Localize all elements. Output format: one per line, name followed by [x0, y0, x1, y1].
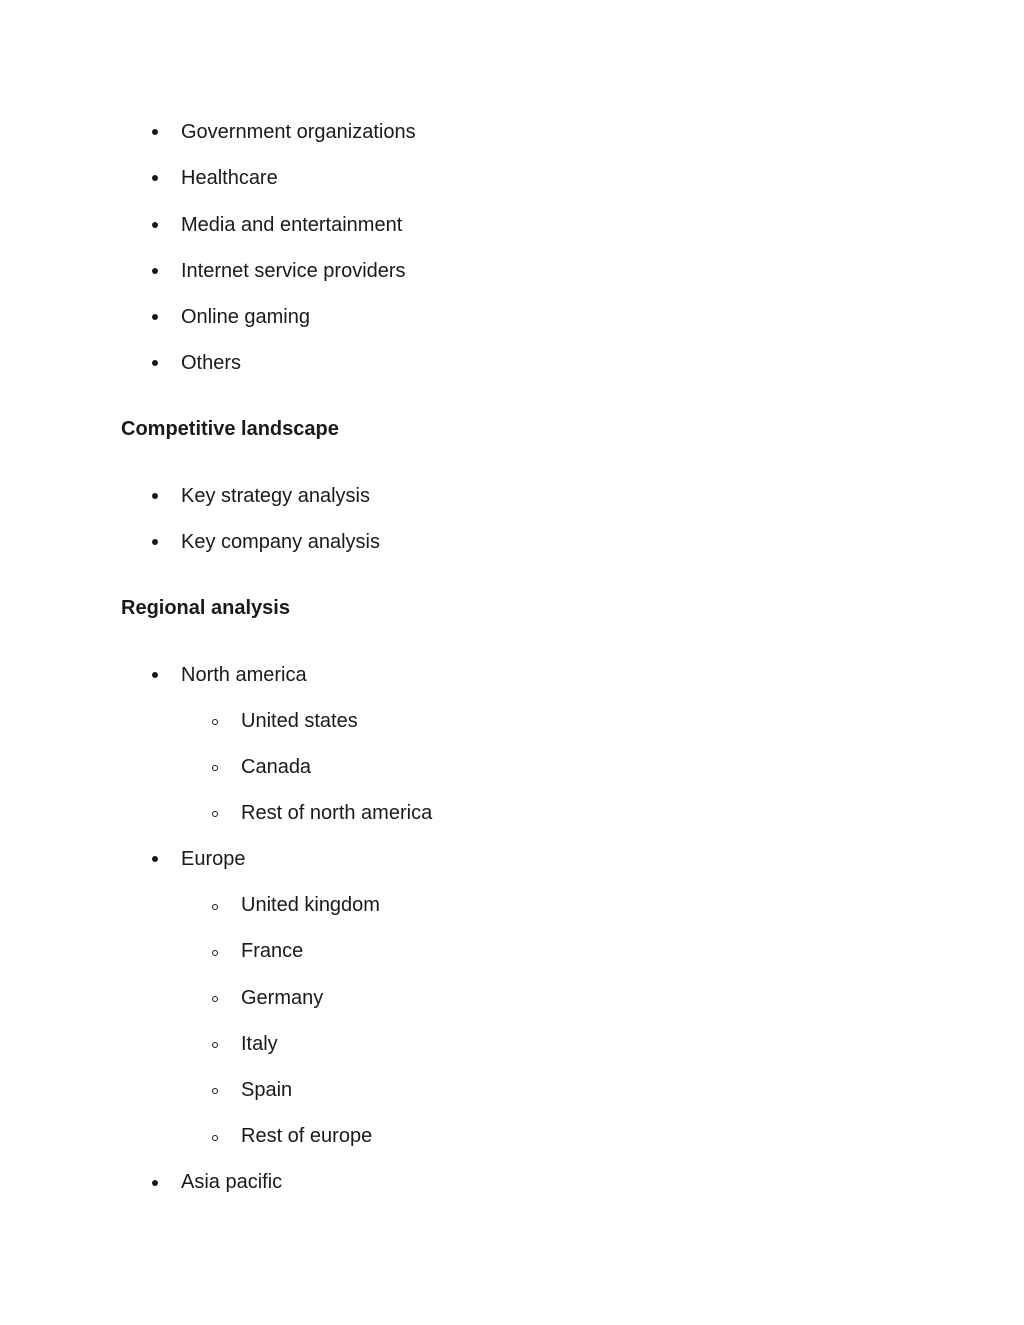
bullet-icon — [152, 856, 158, 862]
circle-bullet-icon — [212, 1088, 218, 1094]
list-item: Key company analysis — [181, 531, 380, 553]
list-item: Online gaming — [181, 306, 310, 328]
circle-bullet-icon — [212, 1042, 218, 1048]
country-item: United states — [241, 710, 358, 732]
list-item: Media and entertainment — [181, 214, 403, 236]
region-item: North america — [181, 664, 307, 686]
list-item: Healthcare — [181, 167, 278, 189]
bullet-icon — [152, 539, 158, 545]
country-item: Rest of europe — [241, 1125, 373, 1147]
circle-bullet-icon — [212, 811, 218, 817]
bullet-icon — [152, 1180, 158, 1186]
country-item: Italy — [241, 1033, 278, 1055]
circle-bullet-icon — [212, 719, 218, 725]
region-item: Europe — [181, 848, 246, 870]
circle-bullet-icon — [212, 950, 218, 956]
bullet-icon — [152, 129, 158, 135]
circle-bullet-icon — [212, 1135, 218, 1141]
country-item: Canada — [241, 756, 312, 778]
bullet-icon — [152, 268, 158, 274]
bullet-icon — [152, 222, 158, 228]
section-heading-competitive: Competitive landscape — [121, 418, 339, 440]
section-heading-regional: Regional analysis — [121, 597, 290, 619]
bullet-icon — [152, 175, 158, 181]
country-item: Rest of north america — [241, 802, 433, 824]
country-item: France — [241, 940, 304, 962]
country-item: Germany — [241, 987, 324, 1009]
bullet-icon — [152, 360, 158, 366]
bullet-icon — [152, 672, 158, 678]
circle-bullet-icon — [212, 904, 218, 910]
list-item: Government organizations — [181, 121, 416, 143]
list-item: Internet service providers — [181, 260, 406, 282]
list-item: Others — [181, 352, 242, 374]
list-item: Key strategy analysis — [181, 485, 370, 507]
country-item: United kingdom — [241, 894, 380, 916]
country-item: Spain — [241, 1079, 293, 1101]
circle-bullet-icon — [212, 765, 218, 771]
bullet-icon — [152, 314, 158, 320]
circle-bullet-icon — [212, 996, 218, 1002]
bullet-icon — [152, 493, 158, 499]
region-item: Asia pacific — [181, 1171, 283, 1193]
